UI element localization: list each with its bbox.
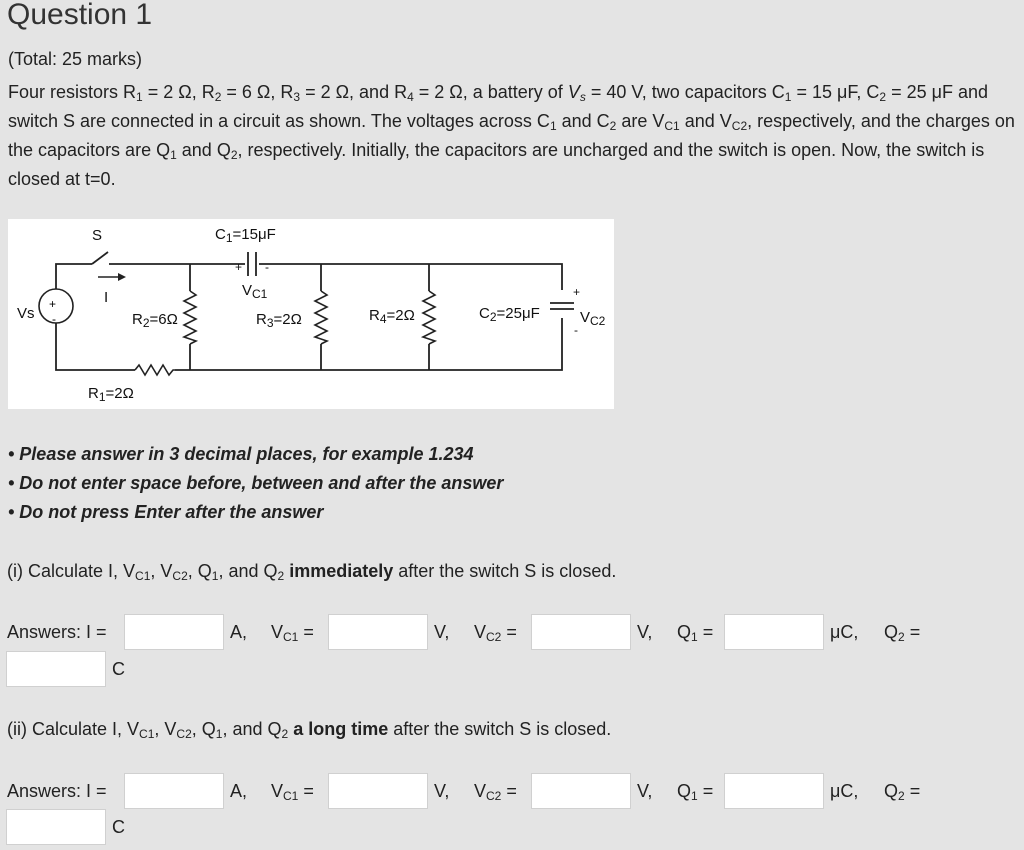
resistor-r3 (315, 291, 327, 344)
part-i-q2-input[interactable] (6, 651, 106, 687)
unit-volts: V, (434, 622, 450, 642)
wire-bottom-left (56, 323, 135, 370)
answers-label: Answers: I = (7, 781, 107, 801)
vc1-label: $V_{C1}$ (242, 282, 268, 301)
vs-label: Vs (17, 305, 35, 322)
unit-amps: A, (230, 622, 248, 642)
q2-answer-label: $Q_2$ = (884, 622, 921, 644)
wire-top (109, 264, 562, 290)
battery-minus: - (52, 312, 56, 326)
part-i-question: (i) Calculate I, $V_{C1}$, $V_{C2}$, $Q_1$, and $Q_2$ immediately after the switch S is closed. (7, 561, 617, 583)
resistor-r1 (135, 365, 175, 375)
question-title: Question 1 (7, 0, 153, 31)
unit-microcoulombs: μC, (830, 622, 859, 642)
vc2-minus: - (574, 323, 578, 337)
unit-volts: V, (434, 781, 450, 801)
q1-answer-label: $Q_1$ = (677, 781, 714, 803)
part-ii-vc1-input[interactable] (328, 773, 428, 809)
unit-coulombs: C (112, 817, 125, 837)
resistor-r4 (423, 291, 435, 344)
c1-minus: - (265, 260, 269, 274)
switch-blade (92, 252, 108, 264)
part-ii-q1-input[interactable] (724, 773, 824, 809)
vc2-answer-label: $V_{C2}$ = (474, 622, 517, 644)
resistor-r2 (184, 291, 196, 344)
unit-volts: V, (637, 781, 653, 801)
wire-left-top (56, 264, 92, 289)
vc1-answer-label: $V_{C1}$ = (271, 622, 314, 644)
instruction-item: • Do not enter space before, between and after the answer (8, 473, 504, 493)
unit-coulombs: C (112, 659, 125, 679)
current-arrow-head (118, 273, 126, 281)
question-text: Four resistors $R_1 = 2$ Ω, $R_2 = 6$ Ω, $R_3 = 2$ Ω, and $R_4 = 2$ Ω, a battery of $V_s = 40$ V, two capacitors $C_1 = 15$ μF, $C_2 = 25$ μF and switch S are connected in a circuit as shown. The voltages across $C_1$ and $C_2$ are $V_{C1}$ and $V_{C2}$, respectively, and the charges on the capacitors are $Q_1$ and $Q_2$, respectively. Initially, the capacitors are uncharged and the switch is open. Now, the switch is closed at t=0. (8, 82, 1015, 189)
part-ii-q2-input[interactable] (6, 809, 106, 845)
r1-label: $R_1=2\Omega$ (88, 385, 134, 404)
part-i-q1-input[interactable] (724, 614, 824, 650)
answers-label: Answers: I = (7, 622, 107, 642)
part-i-vc2-input[interactable] (531, 614, 631, 650)
part-ii-vc2-input[interactable] (531, 773, 631, 809)
unit-volts: V, (637, 622, 653, 642)
r2-label: $R_2=6\Omega$ (132, 311, 178, 330)
r3-label: $R_3=2\Omega$ (256, 311, 302, 330)
unit-microcoulombs: μC, (830, 781, 859, 801)
part-ii-current-input[interactable] (124, 773, 224, 809)
current-label: I (104, 289, 109, 306)
q1-answer-label: $Q_1$ = (677, 622, 714, 644)
instruction-item: • Do not press Enter after the answer (8, 502, 324, 522)
switch-label: S (92, 227, 103, 244)
vc1-answer-label: $V_{C1}$ = (271, 781, 314, 803)
part-i-vc1-input[interactable] (328, 614, 428, 650)
unit-amps: A, (230, 781, 248, 801)
q2-answer-label: $Q_2$ = (884, 781, 921, 803)
battery-plus: + (49, 297, 57, 311)
c2-label: $C_2=25\mu F$ (479, 305, 540, 324)
instruction-item: • Please answer in 3 decimal places, for example 1.234 (8, 444, 474, 464)
total-marks: (Total: 25 marks) (8, 49, 143, 69)
vc2-plus: + (573, 285, 581, 299)
instructions-list (8, 440, 503, 527)
c1-label: $C_1=15\mu F$ (215, 226, 276, 245)
vc2-label: $V_{C2}$ (580, 309, 606, 328)
r4-label: $R_4=2\Omega$ (369, 307, 415, 326)
c1-plus: + (235, 260, 243, 274)
vc2-answer-label: $V_{C2}$ = (474, 781, 517, 803)
wire-bottom-right (175, 318, 562, 370)
part-ii-question: (ii) Calculate I, $V_{C1}$, $V_{C2}$, $Q_1$, and $Q_2$ a long time after the switch S is closed. (7, 719, 612, 741)
part-i-current-input[interactable] (124, 614, 224, 650)
circuit-diagram (8, 219, 614, 409)
